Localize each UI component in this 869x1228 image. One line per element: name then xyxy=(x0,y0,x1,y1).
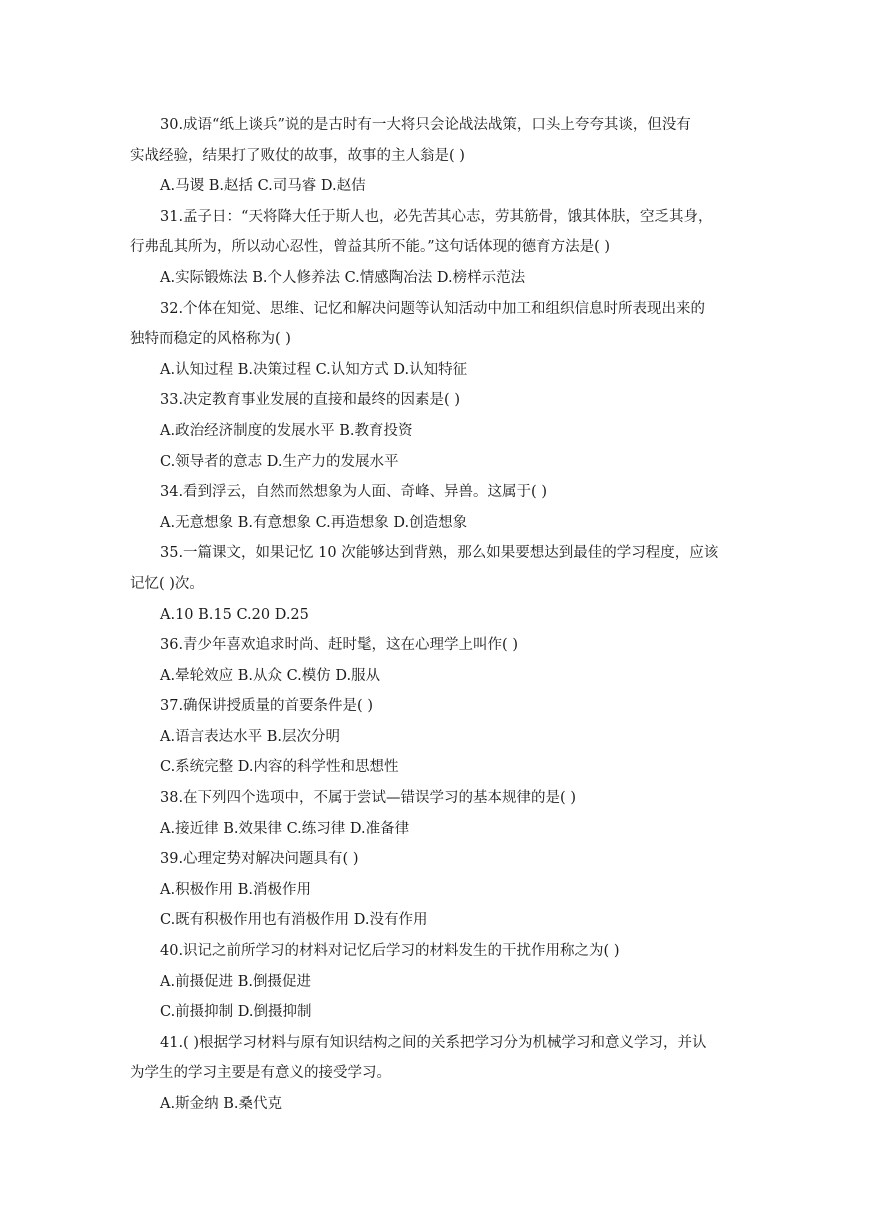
question-item xyxy=(0,110,869,202)
answer-options: A.晕轮效应 B.从众 C.模仿 D.服从 xyxy=(160,667,381,684)
answer-options: A.前摄促进 B.倒摄促进 xyxy=(160,973,311,990)
question-text: 为学生的学习主要是有意义的接受学习。 xyxy=(130,1065,391,1082)
answer-options: A.实际锻炼法 B.个人修养法 C.情感陶冶法 D.榜样示范法 xyxy=(160,269,526,286)
question-item xyxy=(0,936,869,1028)
question-text: 独特而稳定的风格称为( ) xyxy=(130,331,291,348)
question-text: 行弗乱其所为，所以动心忍性，曾益其所不能。”这句话体现的德育方法是( ) xyxy=(130,239,611,256)
question-item xyxy=(0,538,869,630)
answer-options: A.认知过程 B.决策过程 C.认知方式 D.认知特征 xyxy=(160,361,468,378)
answer-options: A.斯金纳 B.桑代克 xyxy=(160,1096,282,1112)
answer-options: A.政治经济制度的发展水平 B.教育投资 xyxy=(160,422,413,439)
question-item xyxy=(0,691,869,783)
answer-options: A.接近律 B.效果律 C.练习律 D.准备律 xyxy=(160,820,410,837)
question-text: 41.( )根据学习材料与原有知识结构之间的关系把学习分为机械学习和意义学习，并认 xyxy=(160,1034,707,1051)
question-item xyxy=(0,477,869,538)
question-text: 30.成语“纸上谈兵”说的是古时有一大将只会论战法战策，口头上夸夸其谈，但没有 xyxy=(160,117,691,133)
question-item xyxy=(0,294,869,386)
answer-options: A.马谡 B.赵括 C.司马睿 D.赵佶 xyxy=(160,178,366,195)
answer-options: A.积极作用 B.消极作用 xyxy=(160,881,311,898)
answer-options: C.前摄抑制 D.倒摄抑制 xyxy=(160,1004,312,1021)
question-text: 38.在下列四个选项中，不属于尝试—错误学习的基本规律的是( ) xyxy=(160,790,576,807)
answer-options: C.领导者的意志 D.生产力的发展水平 xyxy=(160,453,399,470)
question-item xyxy=(0,783,869,844)
question-text: 36.青少年喜欢追求时尚、赶时髦，这在心理学上叫作( ) xyxy=(160,637,518,654)
question-text: 34.看到浮云，自然而然想象为人面、奇峰、异兽。这属于( ) xyxy=(160,484,547,501)
answer-options: C.系统完整 D.内容的科学性和思想性 xyxy=(160,759,399,776)
answer-options: A.无意想象 B.有意想象 C.再造想象 D.创造想象 xyxy=(160,514,468,531)
answer-options: A.语言表达水平 B.层次分明 xyxy=(160,728,340,745)
question-text: 32.个体在知觉、思维、记忆和解决问题等认知活动中加工和组织信息时所表现出来的 xyxy=(160,300,706,317)
question-text: 33.决定教育事业发展的直接和最终的因素是( ) xyxy=(160,392,460,409)
answer-options: A.10 B.15 C.20 D.25 xyxy=(160,606,309,623)
question-item xyxy=(0,1028,869,1120)
question-text: 35.一篇课文，如果记忆 10 次能够达到背熟，那么如果要想达到最佳的学习程度，应该 xyxy=(160,545,719,562)
question-text: 31.孟子日：“天将降大任于斯人也，必先苦其心志，劳其筋骨，饿其体肤，空乏其身， xyxy=(160,208,713,225)
question-text: 实战经验，结果打了败仗的故事，故事的主人翁是( ) xyxy=(130,147,465,164)
question-text: 37.确保讲授质量的首要条件是( ) xyxy=(160,698,373,715)
question-list xyxy=(0,110,869,1120)
question-item xyxy=(0,844,869,936)
question-item xyxy=(0,630,869,691)
question-item xyxy=(0,385,869,477)
question-text: 记忆( )次。 xyxy=(130,575,204,592)
question-text: 40.识记之前所学习的材料对记忆后学习的材料发生的干扰作用称之为( ) xyxy=(160,943,620,960)
question-text: 39.心理定势对解决问题具有( ) xyxy=(160,851,359,868)
answer-options: C.既有积极作用也有消极作用 D.没有作用 xyxy=(160,912,428,929)
question-item xyxy=(0,202,869,294)
